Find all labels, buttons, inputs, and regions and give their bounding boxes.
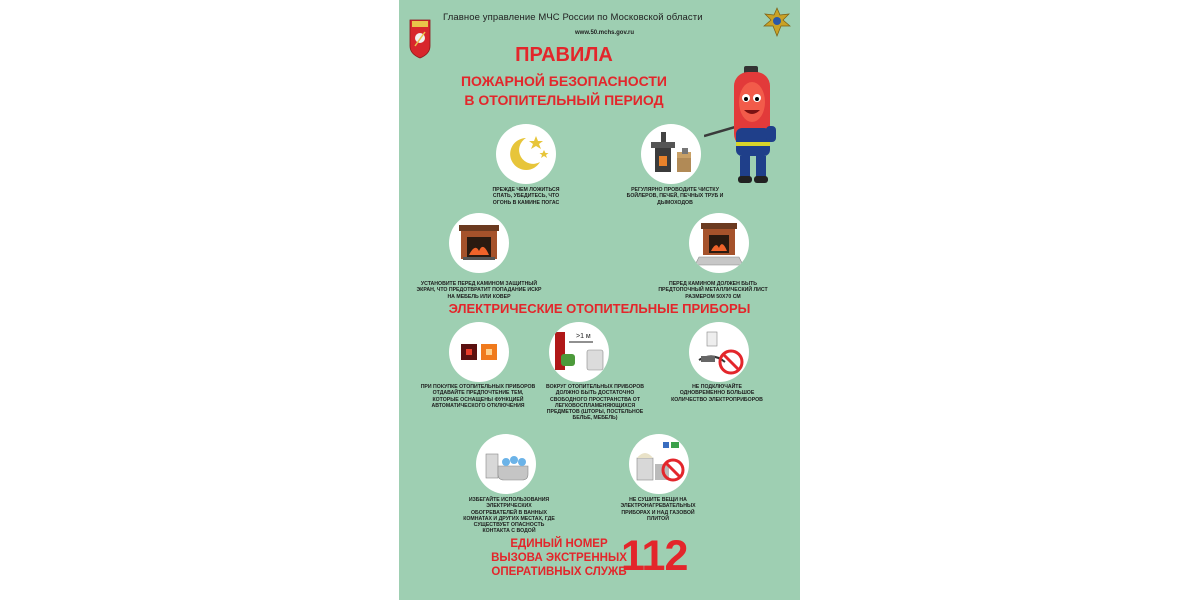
caption-cleaning: РЕГУЛЯРНО ПРОВОДИТЕ ЧИСТКУ БОЙЛЕРОВ, ПЕЧЕЙ, ПЕЧНЫХ ТРУБ И ДЫМОХОДОВ: [626, 187, 724, 206]
footer-line-3: ОПЕРАТИВНЫХ СЛУЖБ: [491, 566, 627, 578]
emergency-caption: [489, 537, 629, 579]
title-subtitle: [399, 72, 729, 110]
stove-icon: [641, 124, 701, 184]
auto-off-switch-icon: [449, 322, 509, 382]
title-line-3: В ОТОПИТЕЛЬНЫЙ ПЕРИОД: [464, 92, 664, 108]
footer-line-2: ВЫЗОВА ЭКСТРЕННЫХ: [491, 552, 627, 564]
fireplace-screen-icon: [449, 213, 509, 273]
caption-sleep: ПРЕЖДЕ ЧЕМ ЛОЖИТЬСЯ СПАТЬ, УБЕДИТЕСЬ, ЧТО ОГОНЬ В КАМИНЕ ПОГАС: [492, 187, 560, 206]
distance-label: >1 м: [576, 333, 591, 340]
caption-overload: НЕ ПОДКЛЮЧАЙТЕ ОДНОВРЕМЕННО БОЛЬШОЕ КОЛИЧЕСТВО ЭЛЕКТРОПРИБОРОВ: [671, 384, 763, 403]
footer-line-1: ЕДИНЫЙ НОМЕР: [510, 538, 608, 550]
caption-drying: НЕ СУШИТЕ ВЕЩИ НА ЭЛЕКТРОНАГРЕВАТЕЛЬНЫХ ПРИБОРАХ И НАД ГАЗОВОЙ ПЛИТОЙ: [620, 497, 696, 522]
section-electric-heaters: ЭЛЕКТРИЧЕСКИЕ ОТОПИТЕЛЬНЫЕ ПРИБОРЫ: [448, 301, 751, 316]
title-line-2: ПОЖАРНОЙ БЕЗОПАСНОСТИ: [460, 73, 667, 89]
mchs-emblem-icon: [762, 6, 792, 40]
website-link[interactable]: www.50.mchs.gov.ru: [575, 30, 635, 36]
title-rules: ПРАВИЛА: [515, 44, 613, 66]
caption-distance: ВОКРУГ ОТОПИТЕЛЬНЫХ ПРИБОРОВ ДОЛЖНО БЫТЬ ДОСТАТОЧНО СВОБОДНОГО ПРОСТРАНСТВА ОТ ЛЕГКОВОСПЛАМЕНЯЮЩИХСЯ ПРЕДМЕТОВ (ШТОРЫ, ПОСТЕЛЬНОЕ БЕЛЬЕ, МЕБЕЛЬ): [546, 384, 644, 422]
drying-clothes-icon: [629, 434, 689, 494]
overloaded-outlet-icon: [689, 322, 749, 382]
caption-auto-off: ПРИ ПОКУПКЕ ОТОПИТЕЛЬНЫХ ПРИБОРОВ ОТДАВАЙТЕ ПРЕДПОЧТЕНИЕ ТЕМ, КОТОРЫЕ ОСНАЩЕНЫ ФУНКЦИЕЙ АВТОМАТИЧЕСКОГО ОТКЛЮЧЕНИЯ: [420, 384, 536, 409]
fireplace-sheet-icon: [689, 213, 749, 273]
caption-bathroom: ИЗБЕГАЙТЕ ИСПОЛЬЗОВАНИЯ ЭЛЕКТРИЧЕСКИХ ОБОГРЕВАТЕЛЕЙ В ВАННЫХ КОМНАТАХ И ДРУГИХ МЕСТАХ, ГДЕ СУЩЕСТВУЕТ ОПАСНОСТЬ КОНТАКТА С ВОДОЙ: [463, 497, 555, 535]
poster: [399, 0, 800, 600]
extinguisher-mascot-icon: [704, 60, 794, 190]
heater-distance-icon: [549, 322, 609, 382]
heater-bathtub-icon: [476, 434, 536, 494]
emergency-number: 112: [621, 532, 688, 580]
caption-sheet: ПЕРЕД КАМИНОМ ДОЛЖЕН БЫТЬ ПРЕДТОПОЧНЫЙ МЕТАЛЛИЧЕСКИЙ ЛИСТ РАЗМЕРОМ 50Х70 СМ: [658, 281, 768, 300]
caption-screen: УСТАНОВИТЕ ПЕРЕД КАМИНОМ ЗАЩИТНЫЙ ЭКРАН, ЧТО ПРЕДОТВРАТИТ ПОПАДАНИЕ ИСКР НА МЕБЕЛЬ ИЛИ КОВЕР: [416, 281, 542, 300]
moon-icon: [496, 124, 556, 184]
org-name: Главное управление МЧС России по Московской области: [443, 12, 703, 23]
